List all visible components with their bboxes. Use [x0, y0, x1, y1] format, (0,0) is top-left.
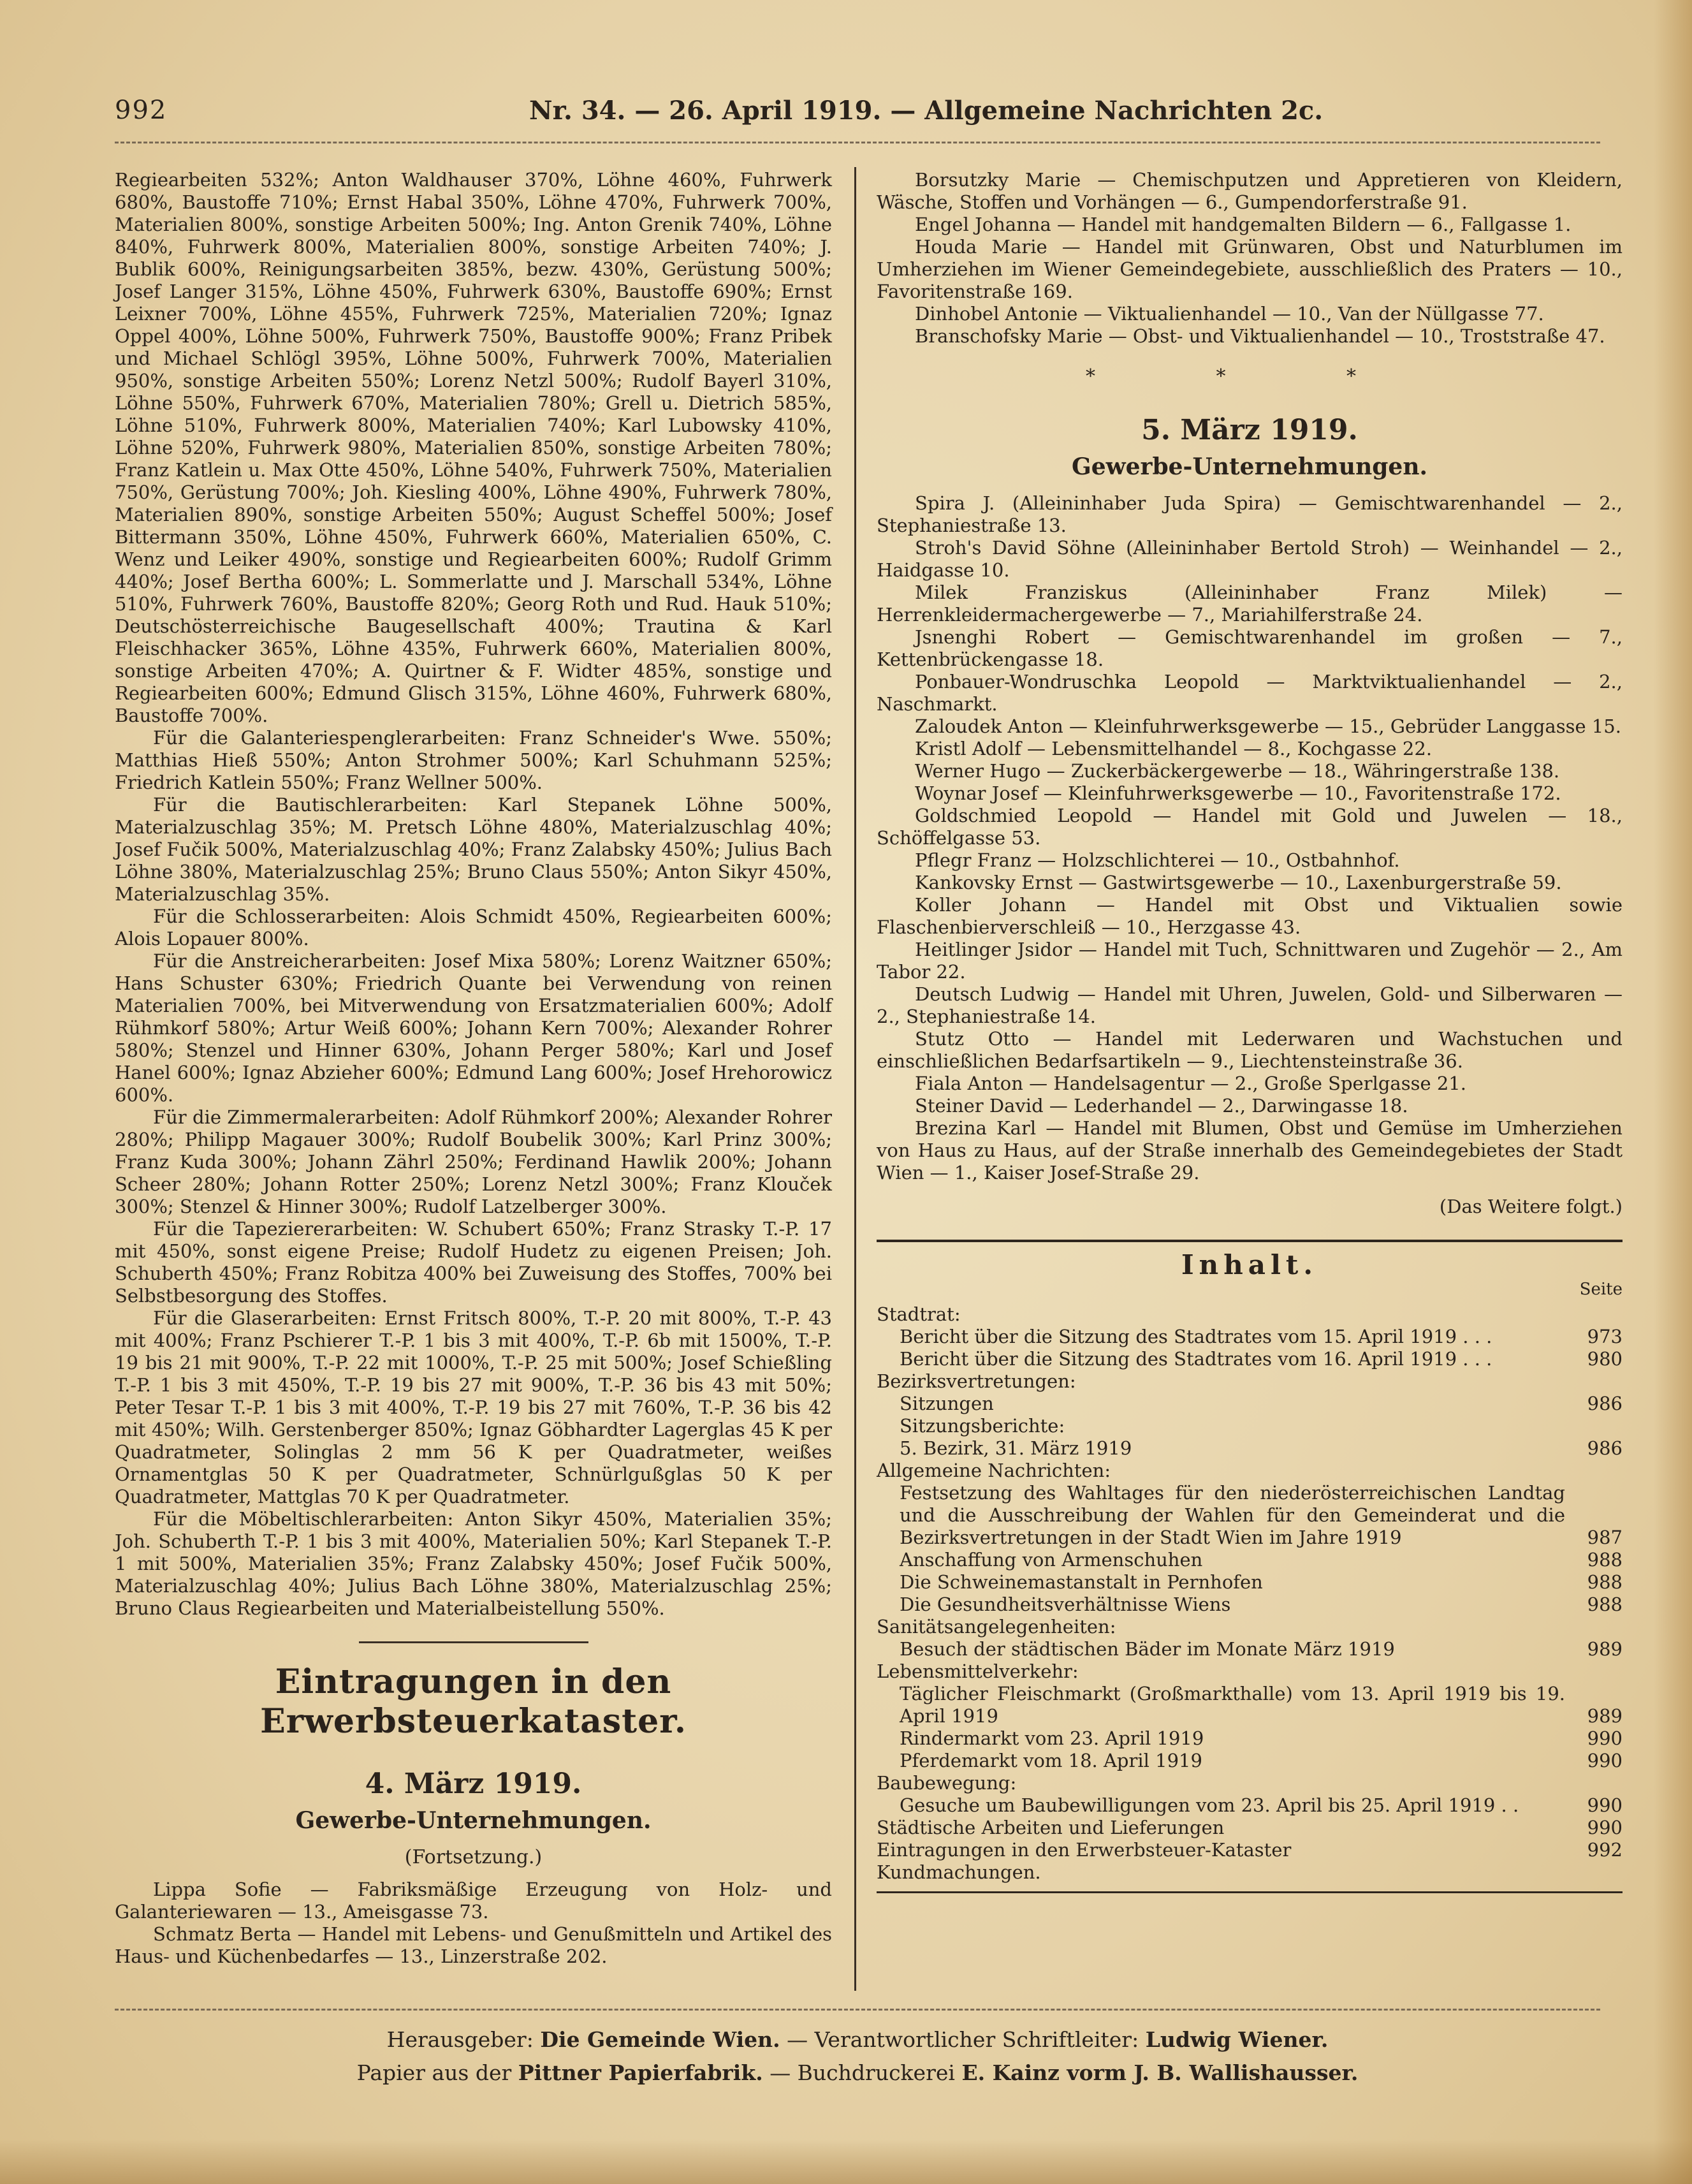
toc-section-head [877, 1370, 1623, 1393]
publisher-label: Herausgeber: [386, 2027, 534, 2052]
paper-label: Papier aus der [356, 2060, 512, 2085]
register-entry: Borsutzky Marie — Chemischputzen und Appretieren von Kleidern, Wäsche, Stoffen und Vorhängen — 6., Gumpendorferstraße 91. [877, 169, 1623, 213]
editor-label: — Verantwortlicher Schriftleiter: [787, 2027, 1139, 2052]
toc-entry-page: 980 [1587, 1348, 1623, 1370]
left-column [115, 169, 832, 1968]
tender-paragraph: Für die Schlosserarbeiten: Alois Schmidt 450%, Regiearbeiten 600%; Alois Lopauer 800%. [115, 905, 832, 949]
tender-paragraph: Für die Anstreicherarbeiten: Josef Mixa 580%; Lorenz Waitzner 650%; Hans Schuster 630%; Friedrich Quante bei Verwendung von reinen Materialien 700%, bei Mitverwendung von Ersatzmaterialien 600%; Adolf Rühmkorf 580%; Artur Weiß 600%; Johann Kern 700%; Alexander Rohrer 580%; Stenzel und Hinner 630%, Johann Perger 580%; Karl und Josef Hanel 600%; Ignaz Abzieher 600%; Edmund Lang 600%; Josef Hrehorowicz 600%. [115, 950, 832, 1106]
register-entry: Goldschmied Leopold — Handel mit Gold und Juwelen — 18., Schöffelgasse 53. [877, 805, 1623, 849]
section-date: 4. März 1919. [365, 1768, 582, 1800]
toc-entry-text: Gesuche um Baubewilligungen vom 23. April bis 25. April 1919 . . [900, 1794, 1519, 1816]
imprint-line-printer [115, 2056, 1600, 2090]
register-entry: Zaloudek Anton — Kleinfuhrwerksgewerbe — 15., Gebrüder Langgasse 15. [915, 715, 1621, 737]
toc-entry [877, 1326, 1623, 1348]
register-entry: Stroh's David Söhne (Alleininhaber Bertold Stroh) — Weinhandel — 2., Haidgasse 10. [877, 537, 1623, 581]
toc-entry-page: 988 [1587, 1594, 1623, 1615]
register-entry: Koller Johann — Handel mit Obst und Viktualien sowie Flaschenbierverschleiß — 10., Herzgasse 43. [877, 894, 1623, 938]
toc-section-head [877, 1616, 1623, 1638]
running-head [115, 96, 1600, 134]
register-entry: Heitlinger Jsidor — Handel mit Tuch, Schnittwaren und Zugehör — 2., Am Tabor 22. [877, 939, 1623, 983]
register-entry: Jsnenghi Robert — Gemischtwarenhandel im großen — 7., Kettenbrückengasse 18. [877, 626, 1623, 670]
toc-entry-page: 989 [1587, 1638, 1623, 1660]
toc-entry-text: Stadtrat: [877, 1303, 961, 1325]
register-entry: Schmatz Berta — Handel mit Lebens- und Genußmitteln und Artikel des Haus- und Küchenbedarfes — 13., Linzerstraße 202. [115, 1923, 832, 1967]
register-entry: Ponbauer-Wondruschka Leopold — Marktviktualienhandel — 2., Naschmarkt. [877, 671, 1623, 715]
toc-entry [877, 1348, 1623, 1370]
section-stars: * * * [1085, 365, 1414, 388]
toc-entry-page: 988 [1587, 1549, 1623, 1571]
register-entry: Fiala Anton — Handelsagentur — 2., Große Sperlgasse 21. [915, 1073, 1466, 1094]
register-entry: Brezina Karl — Handel mit Blumen, Obst und Gemüse im Umherziehen von Haus zu Haus, auf der Straße innerhalb des Gemeindegebietes der Stadt Wien — 1., Kaiser Josef-Straße 29. [877, 1117, 1623, 1184]
register-entry: Pflegr Franz — Holzschlichterei — 10., Ostbahnhof. [915, 849, 1400, 871]
toc-entry-text: Bezirksvertretungen: [877, 1370, 1076, 1392]
toc-entry [877, 1437, 1623, 1460]
register-entry: Lippa Sofie — Fabriksmäßige Erzeugung von Holz- und Galanteriewaren — 13., Ameisgasse 73. [115, 1879, 832, 1923]
toc-section-head [877, 1660, 1623, 1683]
toc-entry-text: 5. Bezirk, 31. März 1919 [900, 1437, 1132, 1459]
toc-entry-text: Allgemeine Nachrichten: [877, 1460, 1111, 1481]
paper-mill: Pittner Papierfabrik. [518, 2060, 763, 2085]
toc-entry [877, 1750, 1623, 1772]
section-title: Eintragungen in den Erwerbsteuerkataster. [260, 1662, 687, 1741]
paper-edge-shading [1654, 0, 1692, 2184]
register-entry: Steiner David — Lederhandel — 2., Darwingasse 18. [915, 1095, 1408, 1117]
register-entry: Branschofsky Marie — Obst- und Viktualienhandel — 10., Troststraße 47. [915, 325, 1605, 347]
register-entry: Woynar Josef — Kleinfuhrwerksgewerbe — 10., Favoritenstraße 172. [915, 782, 1561, 804]
tender-paragraph: Für die Bautischlerarbeiten: Karl Stepanek Löhne 500%, Materialzuschlag 35%; M. Pretsch Löhne 480%, Materialzuschlag 40%; Josef Fučik 500%, Materialzuschlag 40%; Franz Zalabsky 450%; Julius Bach Löhne 380%, Materialzuschlag 25%; Bruno Claus 550%; Anton Sikyr 450%, Materialzuschlag 35%. [115, 794, 832, 905]
toc-entry-page: 990 [1587, 1794, 1623, 1816]
toc-entry-text: Besuch der städtischen Bäder im Monate März 1919 [900, 1638, 1395, 1660]
toc-entry-text: Städtische Arbeiten und Lieferungen [877, 1817, 1225, 1838]
register-entry: Milek Franziskus (Alleininhaber Franz Milek) — Herrenkleidermachergewerbe — 7., Mariahilferstraße 24. [877, 582, 1623, 626]
toc-entry [877, 1415, 1623, 1437]
toc-entry-page: 987 [1587, 1527, 1623, 1548]
toc-section-head [877, 1303, 1623, 1326]
toc-entry-text: Täglicher Fleischmarkt (Großmarkthalle) vom 13. April 1919 bis 19. April 1919 [900, 1683, 1565, 1727]
register-entry: Deutsch Ludwig — Handel mit Uhren, Juwelen, Gold- und Silberwaren — 2., Stephaniestraße 14. [877, 983, 1623, 1027]
toc-section-head [877, 1772, 1623, 1794]
toc-section-head [877, 1861, 1623, 1884]
header-rule [115, 142, 1600, 143]
toc-entry [877, 1727, 1623, 1750]
toc-entry [877, 1594, 1623, 1616]
running-title: Nr. 34. — 26. April 1919. — Allgemeine Nachrichten 2c. [529, 96, 1324, 126]
section-subtitle: Gewerbe-Unternehmungen. [295, 1807, 652, 1834]
toc-entry-page: 990 [1587, 1727, 1623, 1749]
page-number: 992 [115, 96, 168, 125]
editor-name: Ludwig Wiener. [1145, 2027, 1329, 2052]
toc-entry-page: 973 [1587, 1326, 1623, 1347]
register-entry: Houda Marie — Handel mit Grünwaren, Obst und Naturblumen im Umherziehen im Wiener Gemeindegebiete, ausschließlich des Praters — 10., Favoritenstraße 169. [877, 236, 1623, 302]
toc-entry-text: Kundmachungen. [877, 1861, 1041, 1883]
toc-entry-text: Baubewegung: [877, 1772, 1017, 1794]
toc-entry-text: Festsetzung des Wahltages für den niederösterreichischen Landtag und die Ausschreibung der Wahlen für den Gemeinderat und die Bezirksvertretungen in der Stadt Wien im Jahre 1919 [900, 1482, 1565, 1548]
toc-entry-page: 989 [1587, 1705, 1623, 1727]
imprint-line-publisher [115, 2023, 1600, 2056]
register-entry: Kankovsky Ernst — Gastwirtsgewerbe — 10., Laxenburgerstraße 59. [915, 872, 1562, 893]
publisher-name: Die Gemeinde Wien. [540, 2027, 780, 2052]
register-entry: Dinhobel Antonie — Viktualienhandel — 10., Van der Nüllgasse 77. [915, 303, 1544, 325]
register-entry: Kristl Adolf — Lebensmittelhandel — 8., Kochgasse 22. [915, 738, 1433, 759]
toc-entry-text: Lebensmittelverkehr: [877, 1660, 1079, 1682]
printer-name: E. Kainz vorm J. B. Wallishausser. [961, 2060, 1359, 2085]
tender-paragraph: Für die Möbeltischlerarbeiten: Anton Sikyr 450%, Materialien 35%; Joh. Schuberth T.-P. 1 bis 3 mit 400%, Materialien 50%; Karl Stepanek T.-P. 1 mit 500%, Materialien 35%; Franz Zalabsky 450%; Josef Fučik 500%, Materialzuschlag 40%; Julius Bach Löhne 380%, Materialzuschlag 25%; Bruno Claus Regiearbeiten und Materialbeistellung 550%. [115, 1508, 832, 1619]
register-entry: Spira J. (Alleininhaber Juda Spira) — Gemischtwarenhandel — 2., Stephaniestraße 13. [877, 492, 1623, 536]
right-column [877, 169, 1623, 1893]
toc-bottom-rule [877, 1891, 1623, 1893]
toc-entry-page: 986 [1587, 1393, 1623, 1414]
tender-paragraph: Für die Galanteriespenglerarbeiten: Franz Schneider's Wwe. 550%; Matthias Hieß 550%; Anton Strohmer 500%; Karl Schuhmann 525%; Friedrich Katlein 550%; Franz Wellner 500%. [115, 727, 832, 793]
toc-entry-text: Bericht über die Sitzung des Stadtrates vom 15. April 1919 . . . [900, 1326, 1492, 1347]
toc-entry-text: Eintragungen in den Erwerbsteuer-Kataster [877, 1839, 1292, 1861]
toc-entry-page: 990 [1587, 1817, 1623, 1838]
register-entry: Werner Hugo — Zuckerbäckergewerbe — 18., Währingerstraße 138. [915, 760, 1560, 782]
toc-entry-text: Bericht über die Sitzung des Stadtrates vom 16. April 1919 . . . [900, 1348, 1492, 1370]
toc-section-head [877, 1817, 1623, 1839]
toc-section-head [877, 1839, 1623, 1861]
printer-label: — Buchdruckerei [769, 2060, 955, 2085]
tender-paragraph: Für die Tapeziererarbeiten: W. Schubert 650%; Franz Strasky T.-P. 17 mit 450%, sonst eigene Preise; Rudolf Hudetz zu eigenen Preisen; Joh. Schuberth 450%; Franz Robitza 400% bei Zuweisung des Stoffes, 700% bei Selbstbesorgung des Stoffes. [115, 1218, 832, 1307]
tender-paragraph: Für die Zimmermalerarbeiten: Adolf Rühmkorf 200%; Alexander Rohrer 280%; Philipp Magauer 300%; Rudolf Boubelik 300%; Karl Prinz 300%; Franz Kuda 300%; Johann Zährl 250%; Ferdinand Hawlik 200%; Johann Scheer 280%; Johann Rotter 250%; Lorenz Netzl 300%; Franz Klouček 300%; Stenzel & Hinner 300%; Rudolf Latzelberger 300%. [115, 1106, 832, 1217]
toc-entry-text: Rindermarkt vom 23. April 1919 [900, 1727, 1204, 1749]
toc-entry-page: 988 [1587, 1571, 1623, 1593]
toc-entry [877, 1482, 1623, 1549]
section-subtitle: Gewerbe-Unternehmungen. [1071, 453, 1428, 480]
column-divider [854, 167, 856, 1991]
toc-entry-page: 990 [1587, 1750, 1623, 1771]
toc-entry-text: Die Gesundheitsverhältnisse Wiens [900, 1594, 1231, 1615]
toc-entry-text: Sitzungen [900, 1393, 994, 1414]
toc-entry-text: Pferdemarkt vom 18. April 1919 [900, 1750, 1202, 1771]
toc-entry-page: 986 [1587, 1437, 1623, 1459]
toc-top-rule [877, 1240, 1623, 1242]
continuation-note: (Das Weitere folgt.) [1439, 1196, 1623, 1217]
paper-edge-shading-bottom [0, 2139, 1692, 2184]
section-date: 5. März 1919. [1141, 414, 1358, 446]
toc-entry [877, 1393, 1623, 1415]
toc-section-head [877, 1460, 1623, 1482]
toc-entry-text: Anschaffung von Armenschuhen [900, 1549, 1203, 1571]
toc-title: Inhalt. [1181, 1249, 1318, 1280]
toc-entry-text: Sanitätsangelegenheiten: [877, 1616, 1116, 1638]
tender-paragraph: Für die Glaserarbeiten: Ernst Fritsch 800%, T.-P. 20 mit 800%, T.-P. 43 mit 400%; Franz Pschierer T.-P. 1 bis 3 mit 400%, T.-P. 6b mit 1500%, T.-P. 19 bis 21 mit 900%, T.-P. 22 mit 1000%, T.-P. 25 mit 500%; Josef Schießling T.-P. 1 bis 3 mit 450%, T.-P. 19 bis 27 mit 900%, T.-P. 36 bis 43 mit 50%; Peter Tesar T.-P. 1 bis 3 mit 400%, T.-P. 19 bis 27 mit 760%, T.-P. 36 bis 42 mit 450%; Wilh. Gerstenberger 850%; Ignaz Göbhardter Lagerglas 45 K per Quadratmeter, Solinglas 2 mm 56 K per Quadratmeter, weißes Ornamentglas 50 K per Quadratmeter, Schnürlgußglas 50 K per Quadratmeter, Mattglas 70 K per Quadratmeter. [115, 1307, 832, 1507]
section-continuation: (Fortsetzung.) [404, 1846, 543, 1868]
register-entry: Engel Johanna — Handel mit handgemalten Bildern — 6., Fallgasse 1. [915, 214, 1572, 235]
toc-entry-text: Die Schweinemastanstalt in Pernhofen [900, 1571, 1263, 1593]
tender-paragraph: Regiearbeiten 532%; Anton Waldhauser 370%, Löhne 460%, Fuhrwerk 680%, Baustoffe 710%; Ernst Habal 350%, Löhne 470%, Fuhrwerk 700%, Materialien 800%, sonstige Arbeiten 500%; Ing. Anton Grenik 740%, Löhne 840%, Fuhrwerk 800%, Materialien 800%, sonstige Arbeiten 740%; J. Bublik 600%, Reinigungsarbeiten 385%, bezw. 430%, Gerüstung 500%; Josef Langer 315%, Löhne 450%, Fuhrwerk 630%, Baustoffe 690%; Ernst Leixner 700%, Löhne 455%, Fuhrwerk 725%, Materialien 720%; Ignaz Oppel 400%, Löhne 500%, Fuhrwerk 750%, Baustoffe 900%; Franz Pribek und Michael Schlögl 395%, Löhne 500%, Fuhrwerk 700%, Materialien 950%, sonstige Arbeiten 550%; Lorenz Netzl 500%; Rudolf Bayerl 310%, Löhne 550%, Fuhrwerk 670%, Materialien 780%; Grell u. Dietrich 585%, Löhne 510%, Fuhrwerk 800%, Materialien 740%; Karl Lubowsky 410%, Löhne 520%, Fuhrwerk 980%, Materialien 850%, sonstige Arbeiten 780%; Franz Katlein u. Max Otte 450%, Löhne 540%, Fuhrwerk 750%, Materialien 750%, Gerüstung 700%; Joh. Kiesling 400%, Löhne 490%, Fuhrwerk 780%, Materialien 890%, sonstige Arbeiten 550%; August Scheffel 500%; Josef Bittermann 350%, Löhne 450%, Fuhrwerk 660%, Materialien 650%, C. Wenz und Leiker 490%, sonstige und Regiearbeiten 600%; Rudolf Grimm 440%; Josef Bertha 600%; L. Sommerlatte und J. Marschall 534%, Löhne 510%, Fuhrwerk 760%, Baustoffe 820%; Georg Roth und Rud. Hauk 510%; Deutschösterreichische Baugesellschaft 400%; Trautina & Karl Fleischhacker 365%, Löhne 435%, Fuhrwerk 660%, Materialien 800%, sonstige Arbeiten 470%; A. Quirtner & F. Widter 485%, sonstige und Regiearbeiten 600%; Edmund Glisch 315%, Löhne 460%, Fuhrwerk 680%, Baustoffe 700%. [115, 169, 832, 726]
toc-entry [877, 1683, 1623, 1727]
toc-list [877, 1303, 1623, 1884]
imprint-rule [115, 2009, 1600, 2011]
toc-entry [877, 1638, 1623, 1660]
toc-entry [877, 1549, 1623, 1571]
toc-entry-text: Sitzungsberichte: [900, 1415, 1065, 1437]
imprint [115, 2009, 1600, 2090]
toc-page-header: Seite [1579, 1280, 1623, 1299]
toc-entry [877, 1794, 1623, 1817]
section-rule [359, 1641, 588, 1643]
toc-entry [877, 1571, 1623, 1594]
register-entry: Stutz Otto — Handel mit Lederwaren und Wachstuchen und einschließlichen Bedarfsartikeln — 9., Liechtensteinstraße 36. [877, 1028, 1623, 1072]
toc-entry-page: 992 [1587, 1839, 1623, 1861]
